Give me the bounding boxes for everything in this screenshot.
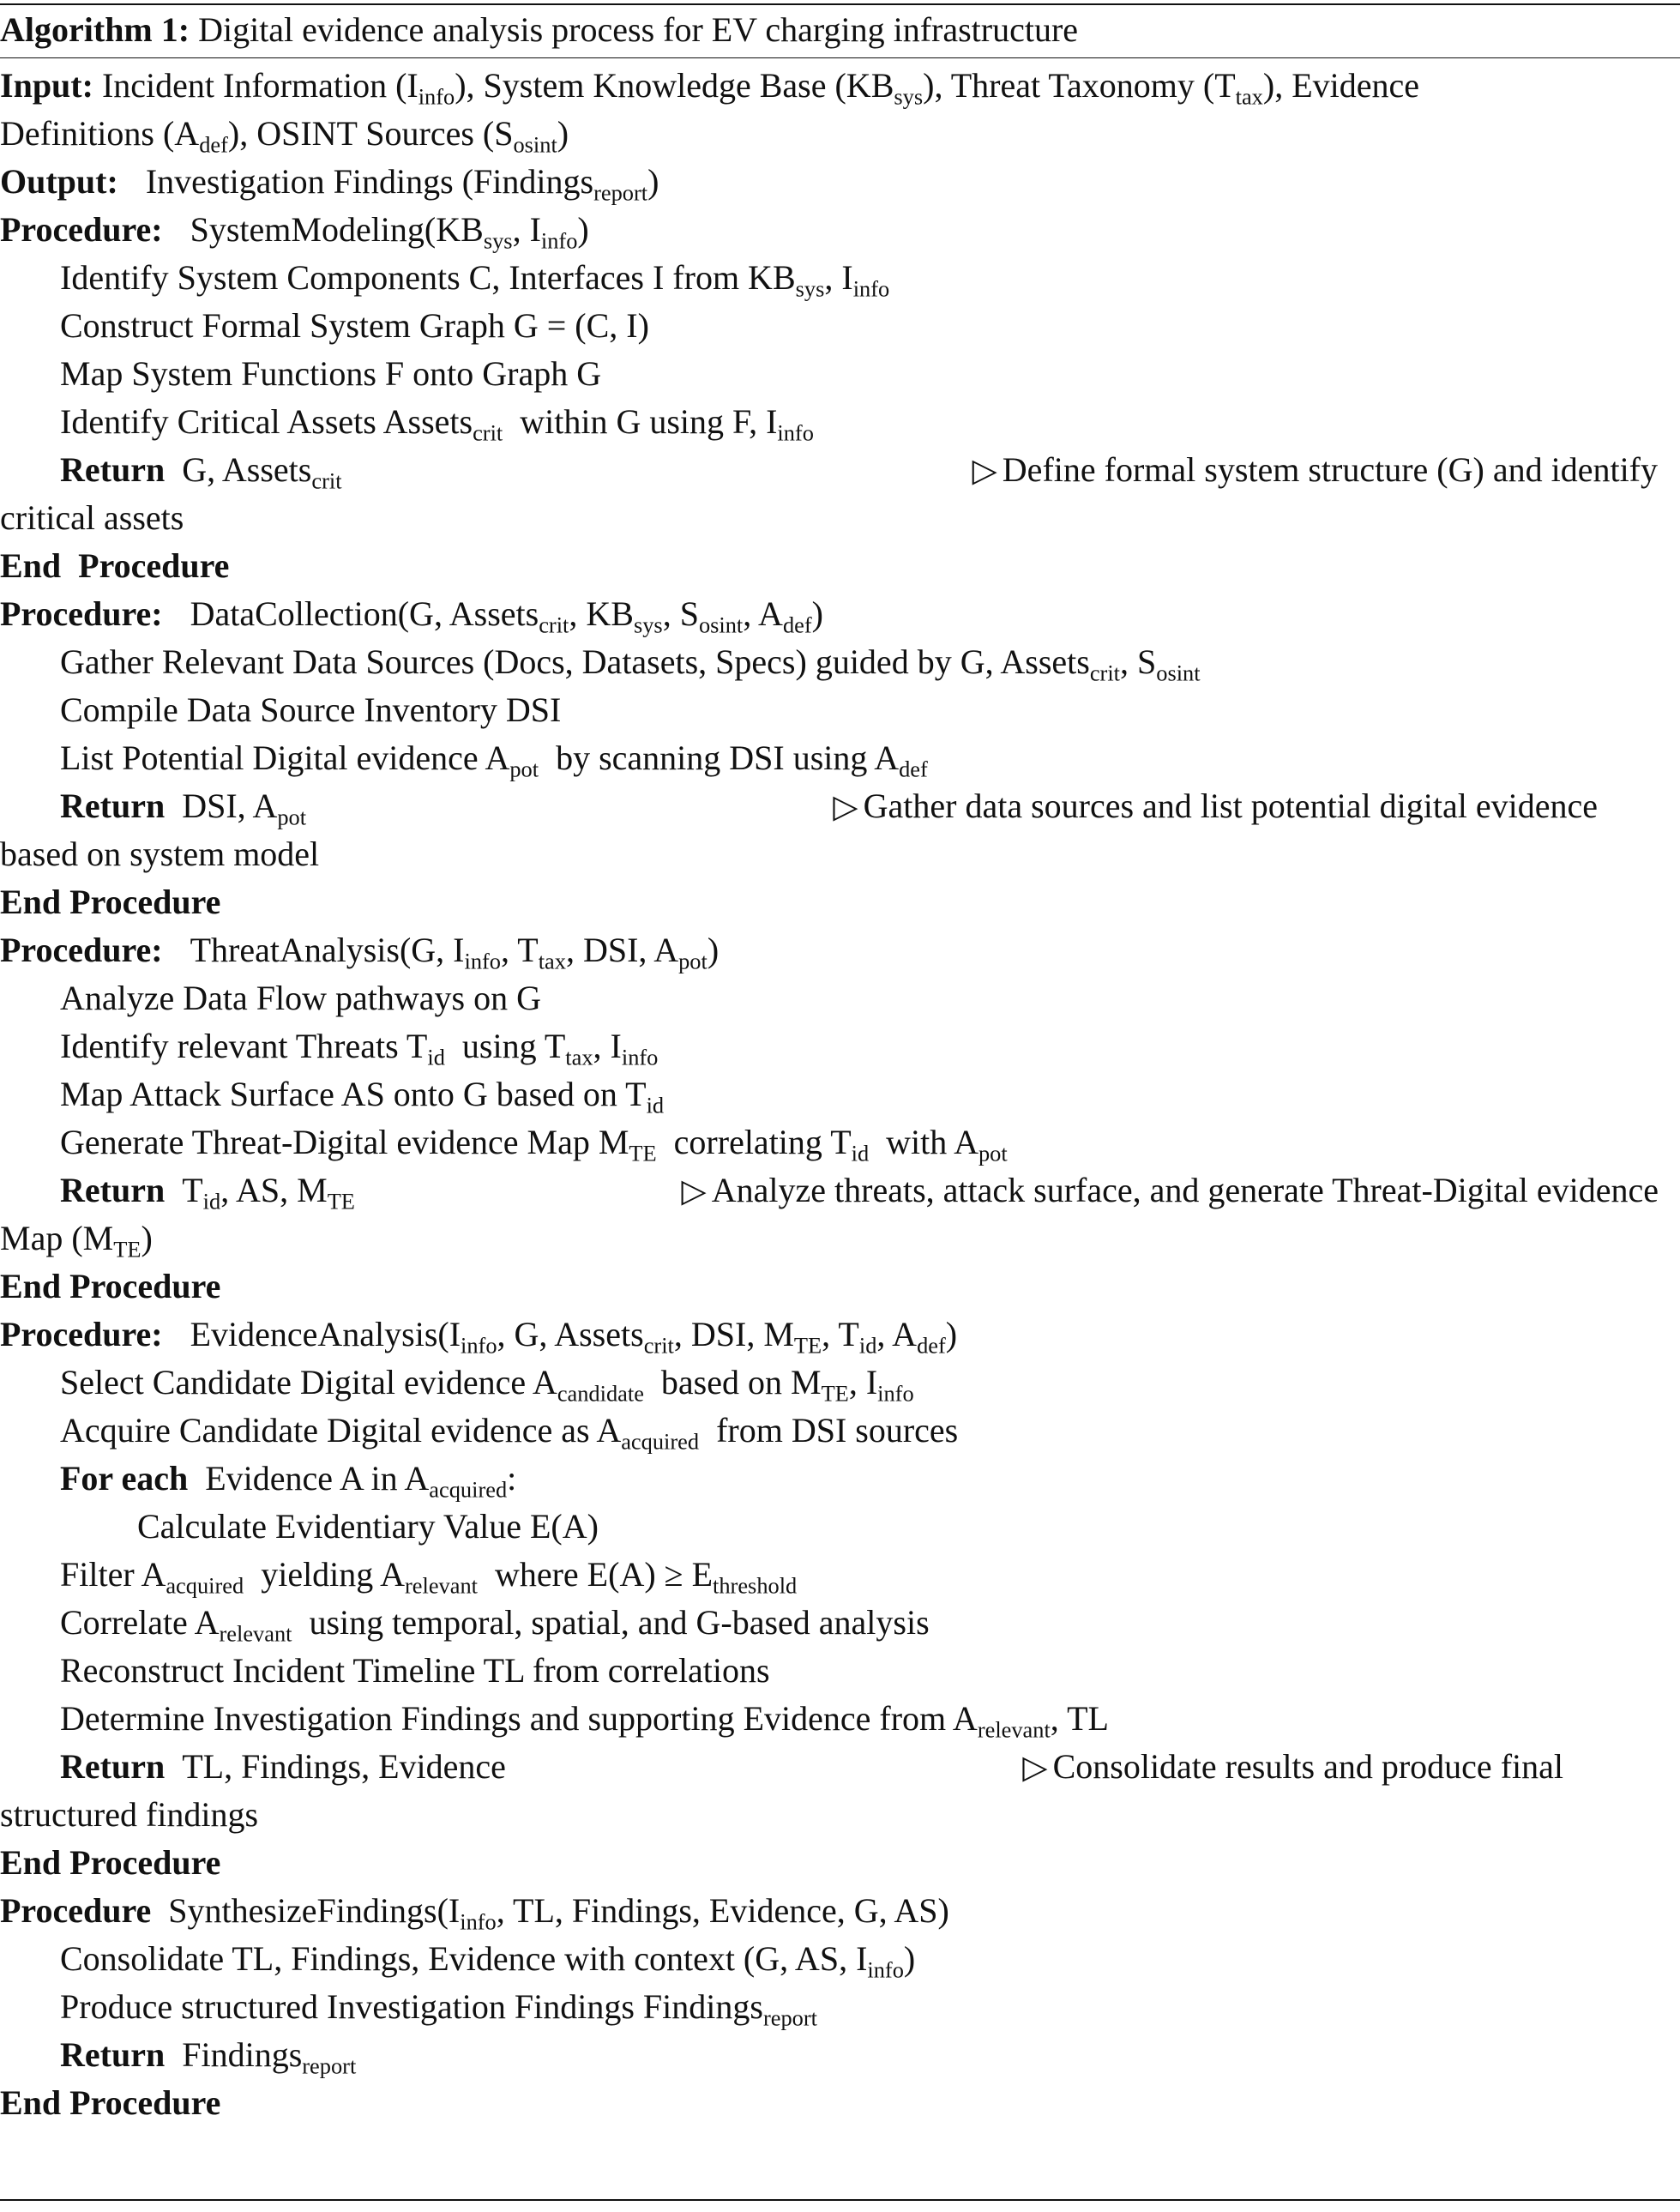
step: Filter $A_{acquired}$ yielding $A_{relevant}$ where $E(A) \ge E_{threshold}$ [60, 1555, 798, 1599]
for-each-keyword: For each [60, 1459, 189, 1498]
input-line-2: Definitions $(A_{def})$, OSINT Sources $(S_{osint})$ [0, 114, 569, 158]
procedure-keyword: Procedure: [0, 931, 163, 969]
comment-continuation: structured findings [0, 1795, 259, 1834]
step: Acquire Candidate Digital evidence as $A_{acquired}$ from DSI sources [60, 1411, 959, 1455]
procedure-header-synthesize-findings: Procedure $SynthesizeFindings(I_{info}$, TL, Findings, Evidence, G, AS) [0, 1891, 949, 1935]
return-line: Return DSI, $A_{pot}$ ▷ Gather data sources and list potential digital evidence [0, 782, 1620, 830]
end-procedure: End Procedure [0, 1843, 221, 1882]
step: Consolidate TL, Findings, Evidence with context (G, AS, $I_{info}$) [60, 1939, 916, 1983]
return-line: Return $T_{id}$, AS, $M_{TE}$ ▷ Analyze threats, attack surface, and generate Threat-Digital evidence [0, 1166, 1664, 1214]
procedure-name: SynthesizeFindings [168, 1891, 437, 1930]
comment-continuation: Map $(M_{TE})$ [0, 1219, 153, 1263]
return-keyword: Return [60, 787, 166, 825]
procedure-header-evidence-analysis: Procedure: $EvidenceAnalysis(I_{info}$, G, Assets$_{crit}$, DSI, $M_{TE}$, $T_{id}$, $A_{def}$) [0, 1315, 958, 1359]
procedure-header-data-collection: Procedure: DataCollection(G, Assets$_{crit}$, $KB_{sys}$, $S_{osint}$, $A_{def}$) [0, 594, 823, 638]
comment-marker-icon: ▷ [972, 453, 997, 489]
input-line-1: Input: Incident Information $(I_{info})$, System Knowledge Base $(KB_{sys})$, Threat Taxonomy $(T_{tax})$, Evidence [0, 66, 1420, 110]
comment-continuation: based on system model [0, 835, 320, 873]
comment: ▷ Consolidate results and produce final [1022, 1747, 1563, 1786]
procedure-name: SystemModeling [190, 210, 425, 249]
comment-marker-icon: ▷ [1022, 1750, 1048, 1786]
algorithm-caption: Digital evidence analysis process for EV charging infrastructure [198, 10, 1079, 49]
output-keyword: Output: [0, 162, 118, 201]
step: Identify relevant Threats $T_{id}$ using $T_{tax}$, $I_{info}$ [60, 1027, 659, 1070]
step: List Potential Digital evidence $A_{pot}$ by scanning DSI using $A_{def}$ [60, 738, 928, 782]
end-procedure: End Procedure [0, 883, 221, 921]
return-keyword: Return [60, 1171, 166, 1209]
procedure-keyword: Procedure: [0, 210, 163, 249]
step: Map System Functions F onto Graph G [60, 354, 602, 393]
output-line: Output: Investigation Findings (Findings$_{report}$) [0, 162, 659, 206]
end-procedure: End Procedure [0, 1267, 221, 1305]
return-line: Return G, Assets$_{crit}$ ▷ Define formal system structure (G) and identify [0, 446, 1680, 494]
procedure-name: DataCollection [190, 594, 398, 633]
comment-marker-icon: ▷ [681, 1173, 707, 1209]
step: Produce structured Investigation Findings Findings$_{report}$ [60, 1987, 817, 2031]
step: Determine Investigation Findings and supporting Evidence from $A_{relevant}$, TL [60, 1699, 1109, 1743]
return-keyword: Return [60, 1747, 166, 1786]
return-keyword: Return [60, 450, 166, 489]
procedure-keyword: Procedure: [0, 1315, 163, 1353]
step: Calculate Evidentiary Value E(A) [137, 1507, 599, 1546]
comment: ▷ Gather data sources and list potential digital evidence [833, 787, 1598, 825]
algorithm-label: Algorithm 1: [0, 10, 190, 49]
procedure-header-threat-analysis: Procedure: ThreatAnalysis(G, $I_{info}$, $T_{tax}$, DSI, $A_{pot}$) [0, 931, 720, 974]
comment-continuation: critical assets [0, 498, 184, 537]
end-procedure: End Procedure [0, 546, 230, 585]
step: Select Candidate Digital evidence $A_{candidate}$ based on $M_{TE}$, $I_{info}$ [60, 1363, 914, 1407]
comment: ▷ Analyze threats, attack surface, and generate Threat-Digital evidence [681, 1171, 1659, 1209]
step: Reconstruct Incident Timeline TL from correlations [60, 1651, 770, 1690]
end-procedure: End Procedure [0, 2083, 221, 2122]
algorithm-title [0, 3, 1078, 57]
return-line: Return TL, Findings, Evidence ▷ Consolidate results and produce final [0, 1743, 1586, 1791]
header-rule [0, 57, 1680, 58]
return-line: Return Findings$_{report}$ [60, 2035, 357, 2079]
input-keyword: Input: [0, 66, 93, 105]
comment-marker-icon: ▷ [833, 789, 858, 825]
return-keyword: Return [60, 2035, 166, 2074]
step: Map Attack Surface AS onto G based on $T_{id}$ [60, 1075, 665, 1118]
step: Construct Formal System Graph G = (C, I) [60, 306, 649, 345]
step: Correlate $A_{relevant}$ using temporal, spatial, and G-based analysis [60, 1603, 930, 1647]
step: Gather Relevant Data Sources (Docs, Datasets, Specs) guided by G, Assets$_{crit}$, $S_{osint}$ [60, 642, 1201, 686]
bottom-rule [0, 2199, 1680, 2201]
procedure-keyword: Procedure: [0, 594, 163, 633]
step: Compile Data Source Inventory DSI [60, 690, 562, 729]
procedure-header-system-modeling: Procedure: $SystemModeling(KB_{sys}$, $I_{info}$) [0, 210, 589, 254]
step: Identify Critical Assets Assets$_{crit}$ within G using F, $I_{info}$ [60, 402, 814, 446]
procedure-keyword: Procedure [0, 1891, 152, 1930]
step: Identify System Components C, Interfaces I from $KB_{sys}$, $I_{info}$ [60, 258, 890, 302]
for-each-line: For each Evidence A in $A_{acquired}$: [60, 1459, 517, 1503]
comment: ▷ Define formal system structure (G) and identify [972, 450, 1658, 489]
procedure-name: ThreatAnalysis [190, 931, 400, 969]
procedure-name: EvidenceAnalysis [190, 1315, 438, 1353]
step: Analyze Data Flow pathways on G [60, 979, 541, 1017]
step: Generate Threat-Digital evidence Map $M_{TE}$ correlating $T_{id}$ with $A_{pot}$ [60, 1123, 1008, 1166]
